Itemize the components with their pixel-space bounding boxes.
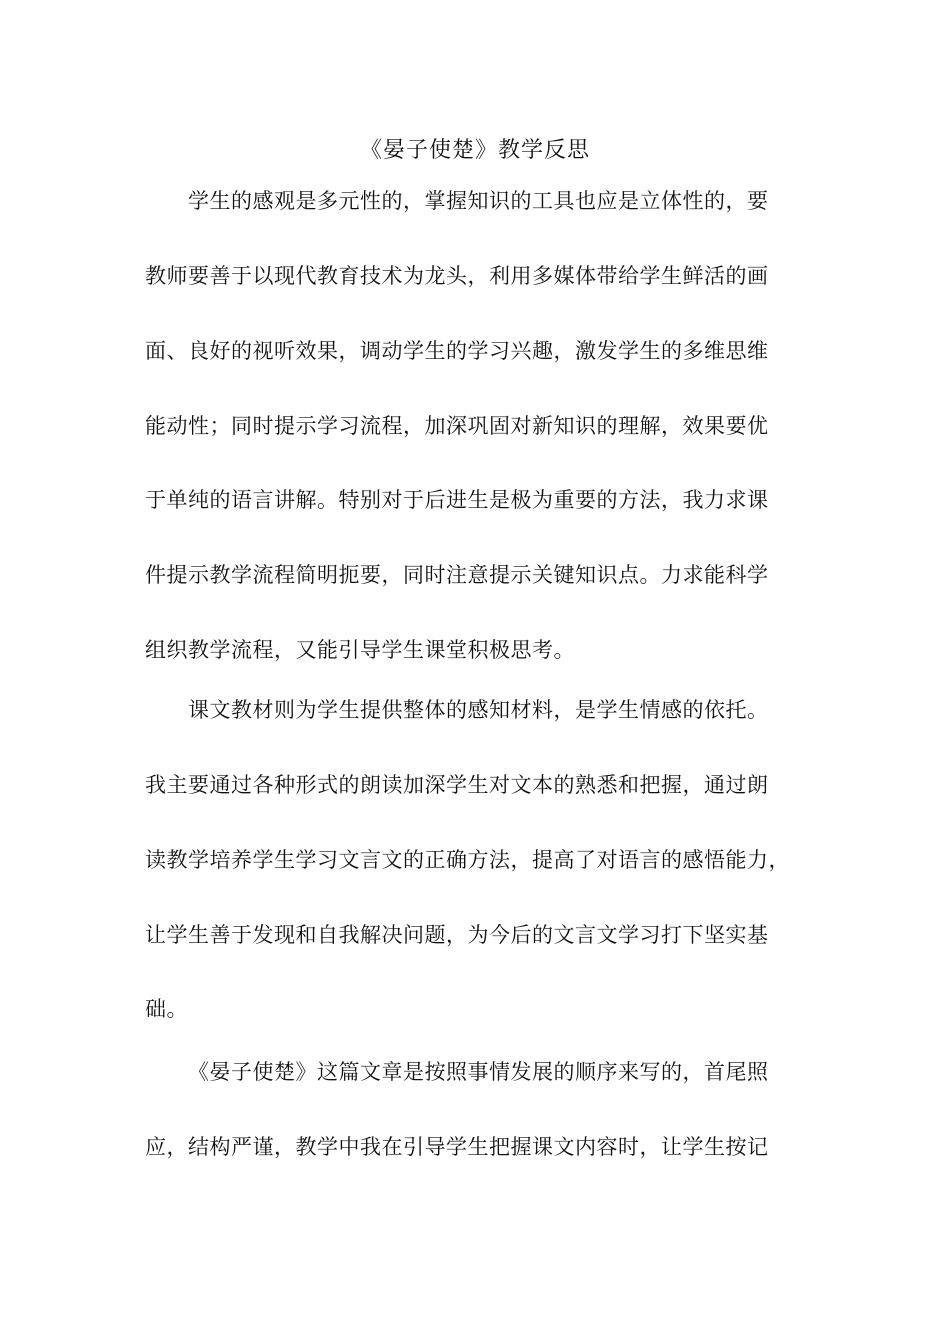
paragraph-1-line-7: 组织教学流程，又能引导学生课堂积极思考。 bbox=[145, 638, 575, 662]
paragraph-2-line-4: 让学生善于发现和自我解决问题，为今后的文言文学习打下坚实基 bbox=[145, 923, 769, 947]
paragraph-2-line-5: 础。 bbox=[145, 997, 188, 1021]
paragraph-1-line-5: 于单纯的语言讲解。特别对于后进生是极为重要的方法，我力求课 bbox=[145, 488, 769, 512]
paragraph-3-line-2: 应，结构严谨，教学中我在引导学生把握课文内容时，让学生按记 bbox=[145, 1135, 769, 1159]
paragraph-2-line-2: 我主要通过各种形式的朗读加深学生对文本的熟悉和把握，通过朗 bbox=[145, 773, 769, 797]
paragraph-3-line-1: 《晏子使楚》这篇文章是按照事情发展的顺序来写的，首尾照 bbox=[188, 1060, 769, 1084]
paragraph-2-line-3: 读教学培养学生学习文言文的正确方法，提高了对语言的感悟能力， bbox=[145, 848, 790, 872]
paragraph-2-line-1: 课文教材则为学生提供整体的感知材料，是学生情感的依托。 bbox=[188, 698, 769, 722]
paragraph-1-line-6: 件提示教学流程简明扼要，同时注意提示关键知识点。力求能科学 bbox=[145, 563, 769, 587]
paragraph-1-line-1: 学生的感观是多元性的，掌握知识的工具也应是立体性的，要 bbox=[188, 189, 769, 213]
paragraph-1-line-4: 能动性；同时提示学习流程，加深巩固对新知识的理解，效果要优 bbox=[145, 414, 769, 438]
document-title: 《晏子使楚》教学反思 bbox=[359, 138, 590, 163]
paragraph-1-line-2: 教师要善于以现代教育技术为龙头，利用多媒体带给学生鲜活的画 bbox=[145, 264, 769, 288]
paragraph-1-line-3: 面、良好的视听效果，调动学生的学习兴趣，激发学生的多维思维 bbox=[145, 339, 769, 363]
